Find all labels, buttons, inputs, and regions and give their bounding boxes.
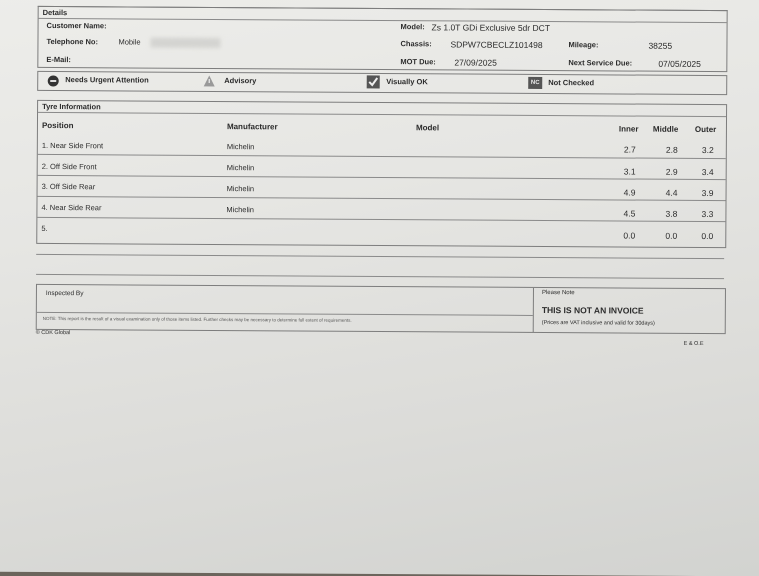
model-label: Model:: [400, 22, 425, 32]
row-position: 2. Off Side Front: [41, 161, 97, 172]
footer-note: NOTE: This report is the result of a visual examination only of those items listed. Further checks may be necessary to determine full extent of requirements.: [42, 315, 352, 323]
row-middle: 0.0: [665, 230, 678, 241]
please-note-label: Please Note: [541, 289, 575, 297]
header-middle: Middle: [652, 124, 679, 134]
header-outer: Outer: [694, 124, 717, 135]
tyre-title-rule: [38, 112, 726, 117]
legend-visually-ok: Visually OK: [386, 77, 428, 87]
row-manufacturer: Michelin: [226, 205, 254, 215]
mileage-value: 38255: [648, 40, 673, 51]
row-inner: 4.9: [623, 187, 636, 198]
row-inner: 2.7: [623, 144, 636, 155]
details-title: Details: [42, 7, 68, 18]
row-manufacturer: Michelin: [226, 142, 255, 152]
inspected-by-label: Inspected By: [45, 289, 84, 298]
legend-urgent: Needs Urgent Attention: [65, 75, 149, 85]
row-rule: [38, 154, 726, 159]
not-checked-badge-icon: [528, 77, 542, 89]
urgent-circle-icon: [47, 75, 59, 87]
nc-badge-text: NC: [530, 79, 540, 86]
details-box: [37, 6, 727, 72]
row-inner: 3.1: [623, 166, 636, 177]
tyre-info-box: [36, 100, 727, 248]
mot-due-label: MOT Due:: [400, 57, 436, 67]
not-invoice-text: THIS IS NOT AN INVOICE: [541, 304, 644, 316]
checkbox-tick-icon: [366, 75, 380, 89]
row-outer: 3.9: [701, 187, 714, 199]
row-inner: 0.0: [623, 230, 636, 241]
row-inner: 4.5: [623, 208, 636, 219]
row-manufacturer: Michelin: [226, 184, 255, 194]
advisory-triangle-icon: [203, 75, 215, 87]
inspected-rule: [37, 312, 533, 316]
tyre-section-title: Tyre Information: [42, 101, 101, 112]
next-service-value: 07/05/2025: [658, 58, 701, 69]
header-manufacturer: Manufacturer: [226, 122, 278, 132]
legend-advisory: Advisory: [224, 76, 257, 86]
vat-note: (Prices are VAT inclusive and valid for 30days): [541, 319, 655, 327]
header-model: Model: [415, 123, 440, 133]
model-value: Zs 1.0T GDi Exclusive 5dr DCT: [431, 22, 551, 34]
legend-box: [37, 71, 727, 95]
next-service-label: Next Service Due:: [568, 58, 633, 68]
blank-rule-2: [36, 274, 724, 279]
blank-rule-1: [36, 254, 724, 259]
row-middle: 4.4: [665, 187, 678, 198]
redacted-phone: [150, 38, 220, 48]
header-position: Position: [41, 120, 74, 131]
row-position: 1. Near Side Front: [41, 140, 104, 151]
telephone-label: Telephone No:: [46, 36, 99, 47]
row-outer: 3.4: [701, 166, 714, 178]
row-middle: 3.8: [665, 208, 678, 219]
eoe-text: E & O.E: [683, 340, 704, 347]
chassis-label: Chassis:: [400, 39, 432, 49]
row-position: 4. Near Side Rear: [41, 202, 102, 213]
row-outer: 0.0: [701, 230, 714, 242]
row-outer: 3.3: [701, 208, 714, 220]
footer-box: [35, 284, 726, 337]
customer-name-label: Customer Name:: [46, 20, 107, 31]
row-middle: 2.9: [665, 166, 678, 177]
header-inner: Inner: [618, 124, 639, 134]
legend-not-checked: Not Checked: [548, 78, 595, 88]
row-position: 3. Off Side Rear: [41, 181, 96, 192]
chassis-value: SDPW7CBECLZ101498: [450, 39, 543, 50]
copyright-text: © CDK Global: [35, 329, 71, 337]
row-middle: 2.8: [665, 144, 678, 155]
footer-divider: [533, 288, 534, 332]
mot-due-value: 27/09/2025: [454, 57, 497, 68]
row-outer: 3.2: [701, 144, 714, 156]
details-title-rule: [39, 18, 727, 23]
email-label: E-Mail:: [46, 54, 71, 65]
row-manufacturer: Michelin: [226, 163, 255, 173]
row-position: 5.: [41, 223, 48, 233]
telephone-type: Mobile: [118, 37, 141, 47]
mileage-label: Mileage:: [568, 40, 599, 50]
